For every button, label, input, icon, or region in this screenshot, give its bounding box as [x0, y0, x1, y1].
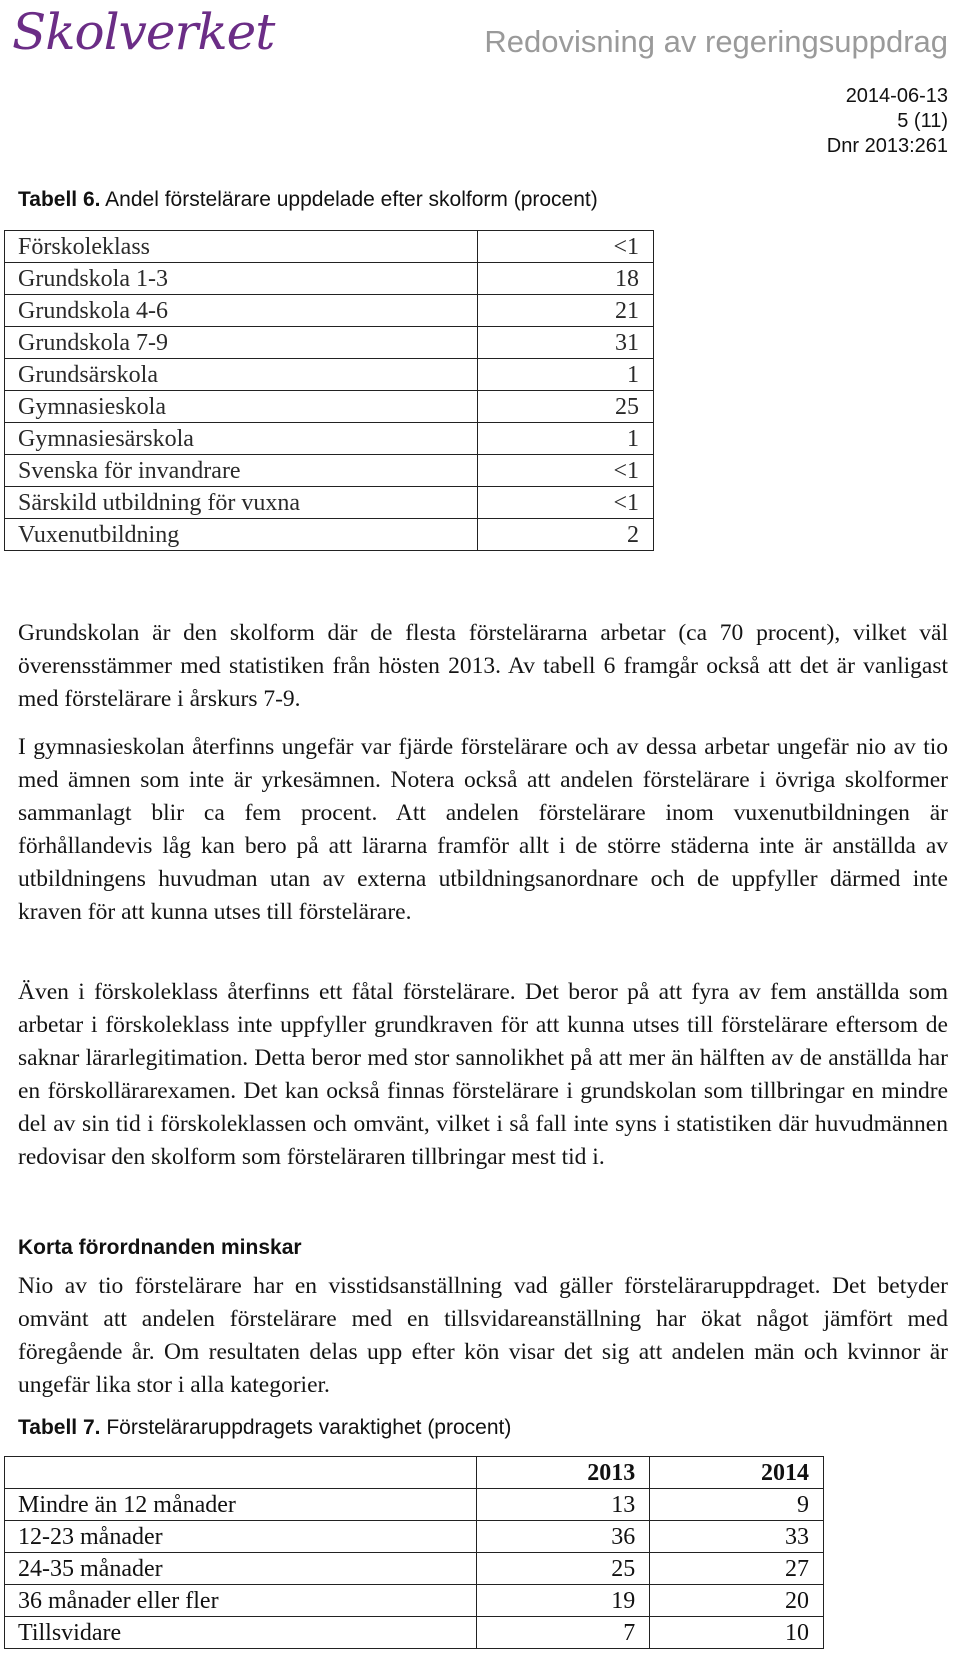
row-value: <1	[478, 487, 654, 519]
row-value: 1	[478, 359, 654, 391]
column-header-2014: 2014	[650, 1457, 824, 1489]
table-row	[5, 1489, 824, 1521]
row-value: <1	[478, 231, 654, 263]
paragraph-forskoleklass: Även i förskoleklass återfinns ett fåtal förstelärare. Det beror på att fyra av fem anställda som arbetar i förskoleklass inte uppfyller grundkraven för att kunna utses till förstelärare eftersom de saknar lärarlegitimation. Detta beror med stor sannolikhet på att mer än hälften av de anställda har en förskollärarexamen. Det kan också finnas förstelärare i grundskolan som tillbringar en mindre del av sin tid i förskoleklassen och omvänt, vilket i så fall inte syns i statistiken där huvudmännen redovisar den skolform som försteläraren tillbringar mest tid i.	[18, 979, 948, 1170]
row-label: Vuxenutbildning	[5, 519, 478, 551]
row-label: Tillsvidare	[5, 1617, 477, 1649]
document-dnr: Dnr 2013:261	[826, 135, 948, 157]
paragraph-forordnanden: Nio av tio förstelärare har en visstidsanställning vad gäller försteläraruppdraget. Det betyder omvänt att andelen förstelärare med en tillsvidareanställning har ökat något jämfört med föregående år. Om resultaten delas upp efter kön visar det sig att andelen män och kvinnor är ungefär lika stor i alla kategorier.	[18, 1273, 948, 1398]
table-row	[5, 1617, 824, 1649]
value-2013: 7	[476, 1617, 650, 1649]
row-label: 36 månader eller fler	[5, 1585, 477, 1617]
table-row	[5, 1521, 824, 1553]
document-meta	[827, 84, 948, 159]
row-label: Grundskola 7-9	[5, 327, 478, 359]
row-value: 1	[478, 423, 654, 455]
table-row	[5, 391, 654, 423]
table-row	[5, 423, 654, 455]
row-label: 12-23 månader	[5, 1521, 477, 1553]
table-row	[5, 263, 654, 295]
row-value: 21	[478, 295, 654, 327]
table-row	[5, 359, 654, 391]
table7-caption-label: Tabell 7.	[18, 1416, 101, 1439]
table-row	[5, 455, 654, 487]
row-value: 2	[478, 519, 654, 551]
row-label: Grundsärskola	[5, 359, 478, 391]
value-2013: 36	[476, 1521, 650, 1553]
logo: Skolverket	[12, 3, 275, 61]
table6-caption	[18, 187, 598, 213]
value-2014: 9	[650, 1489, 824, 1521]
table7-caption	[18, 1415, 511, 1441]
value-2014: 10	[650, 1617, 824, 1649]
row-value: 31	[478, 327, 654, 359]
row-label: Svenska för invandrare	[5, 455, 478, 487]
row-label: Grundskola 4-6	[5, 295, 478, 327]
table-row	[5, 1585, 824, 1617]
table-row	[5, 327, 654, 359]
value-2014: 33	[650, 1521, 824, 1553]
row-label: Mindre än 12 månader	[5, 1489, 477, 1521]
table-row	[5, 519, 654, 551]
row-value: <1	[478, 455, 654, 487]
value-2014: 20	[650, 1585, 824, 1617]
value-2013: 25	[476, 1553, 650, 1585]
table-row	[5, 487, 654, 519]
table-row	[5, 295, 654, 327]
document-date: 2014-06-13	[845, 85, 948, 107]
page-number: 5 (11)	[897, 110, 948, 132]
row-value: 25	[478, 391, 654, 423]
paragraph-grundskolan: Grundskolan är den skolform där de flesta förstelärarna arbetar (ca 70 procent), vilket väl överensstämmer med statistiken från hösten 2013. Av tabell 6 framgår också att det är vanligast med förstelärare i årskurs 7-9.	[18, 620, 948, 712]
table6	[4, 230, 654, 551]
document-kind: Redovisning av regeringsuppdrag	[484, 24, 948, 59]
row-label: Särskild utbildning för vuxna	[5, 487, 478, 519]
table-row	[5, 1553, 824, 1585]
paragraph-gymnasieskolan: I gymnasieskolan återfinns ungefär var fjärde förstelärare och av dessa arbetar ungefär nio av tio med ämnen som inte är yrkesämnen. Notera också att andelen förstelärare i övriga skolformer sammanlagt blir ca fem procent. Att andelen förstelärare inom vuxenutbildningen är förhållandevis låg kan bero på att lärarna framför allt i de större städerna inte är anställda av utbildningens huvudman utan av externa utbildningsanordnare och de uppfyller därmed inte kraven för att kunna utses till förstelärare.	[18, 734, 948, 925]
table6-caption-label: Tabell 6.	[18, 188, 101, 211]
row-label: 24-35 månader	[5, 1553, 477, 1585]
table6-caption-text: Andel förstelärare uppdelade efter skolform (procent)	[100, 188, 598, 211]
row-label: Gymnasiesärskola	[5, 423, 478, 455]
row-label: Gymnasieskola	[5, 391, 478, 423]
row-value: 18	[478, 263, 654, 295]
table-header-row	[5, 1457, 824, 1489]
row-label: Grundskola 1-3	[5, 263, 478, 295]
value-2014: 27	[650, 1553, 824, 1585]
value-2013: 13	[476, 1489, 650, 1521]
value-2013: 19	[476, 1585, 650, 1617]
column-header-2013: 2013	[476, 1457, 650, 1489]
header-blank-cell	[5, 1457, 477, 1489]
table7	[4, 1456, 824, 1649]
row-label: Förskoleklass	[5, 231, 478, 263]
section-heading: Korta förordnanden minskar	[18, 1236, 302, 1259]
table7-caption-text: Försteläraruppdragets varaktighet (procent)	[100, 1416, 512, 1439]
table-row	[5, 231, 654, 263]
